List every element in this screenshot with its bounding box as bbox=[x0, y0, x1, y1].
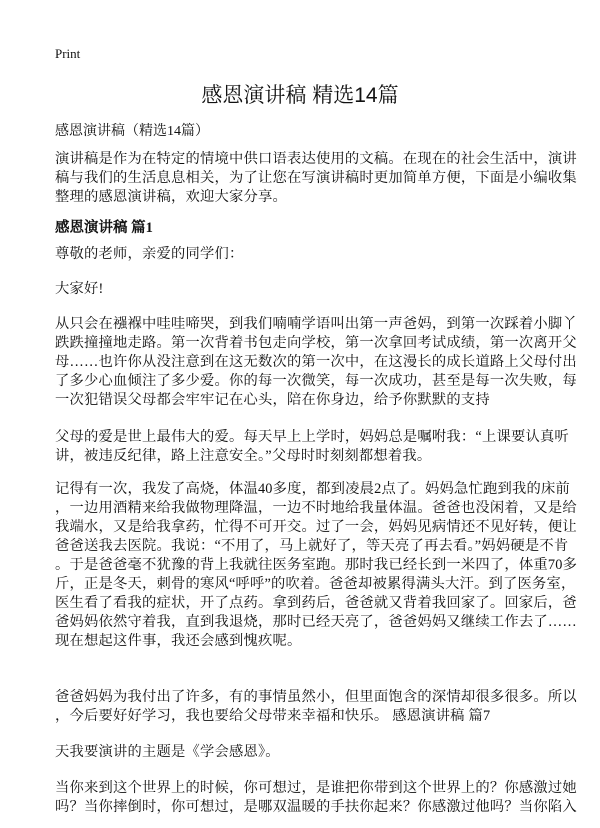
print-link[interactable]: Print bbox=[55, 46, 81, 61]
text-line: 一次犯错误父母都会牢牢记在心头，陪在你身边，给予你默默的支持 bbox=[55, 392, 490, 408]
text-line: 讲，被违反纪律，路上注意安全。”父母时时刻刻都想着我。 bbox=[55, 448, 432, 464]
text-line: 整理的感恩演讲稿，欢迎大家分享。 bbox=[55, 189, 287, 205]
paragraph-1 bbox=[55, 315, 577, 410]
paragraph-6 bbox=[55, 779, 577, 817]
text-line: 了多少心血倾注了多少爱。你的每一次微笑，每一次成功，甚至是每一次失败，每 bbox=[55, 373, 577, 389]
text-line: 母……也许你从没注意到在这无数次的第一次中，在这漫长的成长道路上父母付出 bbox=[55, 354, 577, 370]
text-line: 爸妈妈依然守着我，直到我退烧，那时已经天亮了，爸爸妈妈又继续工作去了…… bbox=[55, 614, 577, 630]
text-line: ，今后要好好学习，我也要给父母带来幸福和快乐。 感恩演讲稿 篇7 bbox=[55, 708, 491, 724]
paragraph-3 bbox=[55, 480, 577, 651]
text-line: 我端水，又是给我拿药，忙得不可开交。过了一会，妈妈见病情还不见好转，便让 bbox=[55, 519, 577, 535]
document-subtitle: 感恩演讲稿（精选14篇） bbox=[55, 124, 209, 139]
text-line: 稿与我们的生活息息相关，为了让您在写演讲稿时更加简单方便，下面是小编收集 bbox=[55, 170, 577, 186]
hello-line: 大家好! bbox=[55, 281, 104, 297]
text-line: 跌跌撞撞地走路。第一次背着书包走向学校，第一次拿回考试成绩，第一次离开父 bbox=[55, 335, 577, 351]
text-line: 爸爸妈妈为我付出了许多，有的事情虽然小，但里面饱含的深情却很多很多。所以 bbox=[55, 689, 577, 705]
page-title: 感恩演讲稿 精选14篇 bbox=[201, 84, 399, 107]
text-line: 天我要演讲的主题是《学会感恩》。 bbox=[55, 744, 280, 760]
text-line: 当你来到这个世界上的时候，你可想过，是谁把你带到这个世界上的？你感激过她 bbox=[55, 780, 577, 796]
text-line: 演讲稿是作为在特定的情境中供口语表达使用的文稿。在现在的社会生活中，演讲 bbox=[55, 151, 577, 167]
text-line: ，一边用酒精来给我做物理降温，一边不时地给我量体温。爸爸也没闲着，又是给 bbox=[55, 500, 577, 516]
text-line: 现在想起这件事，我还会感到愧疚呢。 bbox=[55, 633, 302, 649]
greeting: 尊敬的老师，亲爱的同学们： bbox=[55, 246, 244, 262]
text-line: 爸爸送我去医院。我说：“不用了，马上就好了，等天亮了再去看。”妈妈硬是不肯 bbox=[55, 538, 569, 554]
text-line: 斤，正是冬天，刺骨的寒风“呼呼”的吹着。爸爸却被累得满头大汗。到了医务室， bbox=[55, 576, 576, 592]
intro-paragraph bbox=[55, 150, 577, 207]
text-line: 记得有一次，我发了高烧，体温40多度，都到凌晨2点了。妈妈急忙跑到我的床前 bbox=[55, 481, 570, 497]
paragraph-4 bbox=[55, 688, 577, 726]
text-line: 从只会在襁褓中哇哇啼哭，到我们喃喃学语叫出第一声爸妈，到第一次踩着小脚丫 bbox=[55, 316, 577, 332]
text-line: 吗？当你摔倒时，你可想过，是哪双温暖的手扶你起来？你感激过他吗？当你陷入 bbox=[55, 799, 577, 815]
text-line: 医生看了看我的症状，开了点药。拿到药后，爸爸就又背着我回家了。回家后，爸 bbox=[55, 595, 577, 611]
paragraph-2 bbox=[55, 428, 569, 466]
section-heading: 感恩演讲稿 篇1 bbox=[55, 220, 153, 236]
text-line: 。于是爸爸毫不犹豫的背上我就往医务室跑。那时我已经长到一米四了，体重70多 bbox=[55, 557, 578, 573]
paragraph-5 bbox=[55, 743, 280, 762]
text-line: 父母的爱是世上最伟大的爱。每天早上上学时，妈妈总是嘱咐我：“上课要认真听 bbox=[55, 429, 569, 445]
